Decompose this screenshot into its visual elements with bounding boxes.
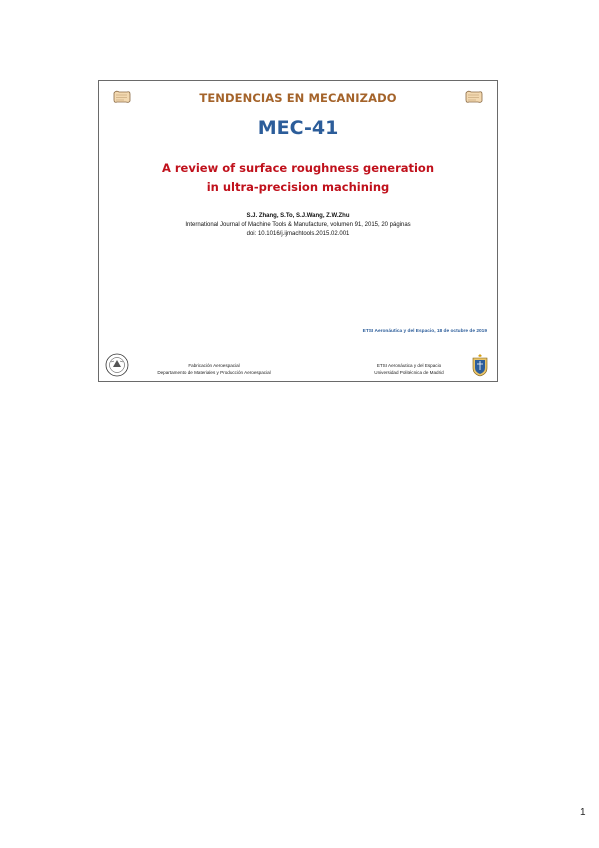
seal-logo [105, 353, 129, 377]
journal-citation: International Journal of Machine Tools & Manufacture, volumen 91, 2015, 20 páginas [185, 222, 411, 228]
document-code: MEC-41 [257, 117, 339, 139]
paper-title [99, 159, 497, 197]
department-info [139, 362, 289, 376]
university-info [349, 362, 469, 376]
crest-logo [471, 353, 489, 377]
paper-title-line: A review of surface roughness generation [161, 161, 435, 175]
university-line: ETSI Aeronáutica y del Espacio [376, 363, 442, 368]
paper-title-line: in ultra-precision machining [206, 180, 390, 194]
university-line: Universidad Politécnica de Madrid [374, 370, 444, 375]
page-number: 1 [580, 807, 586, 818]
header-title: TENDENCIAS EN MECANIZADO [199, 91, 397, 105]
reference-block [99, 212, 497, 239]
doi: doi: 10.1016/j.ijmachtools.2015.02.001 [246, 231, 350, 237]
authors: S.J. Zhang, S.To, S.J.Wang, Z.W.Zhu [246, 213, 350, 219]
department-line: Departamento de Materiales y Producción Aeroespacial [157, 370, 271, 375]
slide-frame [98, 80, 498, 382]
venue-date: ETSI Aeronáutica y del Espacio, 18 de octubre de 2019 [362, 329, 487, 334]
department-line: Fabricación Aeroespacial [188, 363, 240, 368]
